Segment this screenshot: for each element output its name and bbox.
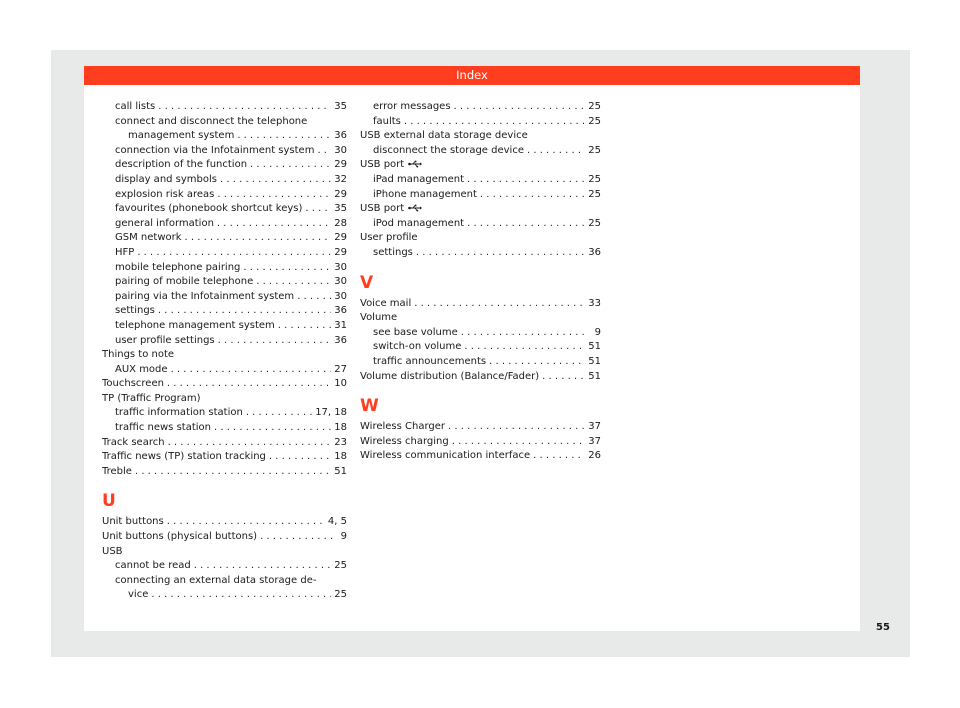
entry-text: Treble [102, 465, 132, 477]
index-entry [102, 188, 347, 203]
entry-text: settings [373, 246, 413, 258]
entry-text: pairing of mobile telephone [115, 276, 254, 288]
dot-leader [158, 304, 331, 319]
index-entry [360, 217, 601, 232]
dot-leader [237, 129, 331, 144]
page-reference: 30 [334, 261, 347, 273]
page-reference: 30 [334, 290, 347, 302]
page-reference: 30 [334, 144, 347, 156]
page-reference: 36 [588, 246, 601, 258]
dot-leader [246, 406, 312, 421]
index-entry [360, 173, 601, 188]
dot-leader [461, 326, 588, 341]
entry-text: switch-on volume [373, 341, 462, 353]
dot-leader [480, 188, 585, 203]
index-entry [102, 465, 347, 480]
index-entry [102, 173, 347, 188]
index-entry [102, 515, 347, 530]
entry-text: telephone management system [115, 319, 275, 331]
entry-text: description of the function [115, 159, 248, 171]
index-entry-heading [360, 202, 601, 217]
index-entry [102, 406, 347, 421]
index-entry [102, 261, 347, 276]
dot-leader [317, 144, 331, 159]
index-entry-heading [102, 392, 347, 407]
index-entry [360, 355, 601, 370]
index-entry [360, 246, 601, 261]
dot-leader [218, 334, 332, 349]
entry-text: Volume [360, 312, 398, 324]
index-entry [360, 420, 601, 435]
entry-text: Traffic news (TP) station tracking [102, 451, 266, 463]
entry-text: connect and disconnect the telephone [115, 115, 308, 127]
page-reference: 30 [334, 276, 347, 288]
page-reference: 36 [334, 334, 347, 346]
dot-leader [168, 436, 332, 451]
index-entry [102, 144, 347, 159]
dot-leader [533, 449, 585, 464]
entry-text: GSM network [115, 232, 182, 244]
dot-leader [260, 530, 334, 545]
usb-icon [408, 204, 422, 212]
entry-text: Wireless Charger [360, 421, 446, 433]
page-reference: 23 [334, 436, 347, 448]
index-entry [360, 449, 601, 464]
entry-text: Voice mail [360, 297, 412, 309]
page-reference: 51 [588, 355, 601, 367]
page-reference: 25 [334, 560, 347, 572]
page-reference: 36 [334, 305, 347, 317]
index-entry-heading [360, 129, 601, 144]
index-entry [360, 326, 601, 341]
index-entry [360, 435, 601, 450]
page-reference: 37 [588, 421, 601, 433]
entry-text: traffic information station [115, 407, 243, 419]
page-reference: 29 [334, 232, 347, 244]
dot-leader [527, 144, 585, 159]
page-reference: 29 [334, 159, 347, 171]
entry-text: favourites (phonebook shortcut keys) [115, 203, 303, 215]
entry-text: iPad management [373, 173, 465, 185]
index-entry [102, 559, 347, 574]
index-entry-heading [360, 158, 601, 173]
index-entry [102, 377, 347, 392]
entry-text: USB [102, 545, 123, 557]
index-column-right [360, 100, 601, 464]
index-entry-heading [360, 231, 601, 246]
page-reference: 18 [334, 451, 347, 463]
page-reference: 51 [588, 341, 601, 353]
dot-leader [167, 377, 331, 392]
dot-leader [185, 231, 332, 246]
dot-leader [454, 100, 586, 115]
index-entry [360, 188, 601, 203]
entry-text: TP (Traffic Program) [102, 392, 201, 404]
entry-text: display and symbols [115, 173, 218, 185]
index-entry [360, 115, 601, 130]
page-reference: 35 [334, 203, 347, 215]
dot-leader [158, 100, 331, 115]
entry-text: USB external data storage device [360, 130, 528, 142]
entry-text: pairing via the Infotainment system [115, 290, 295, 302]
page-reference: 29 [334, 246, 347, 258]
index-column-left [102, 100, 347, 603]
dot-leader [171, 363, 332, 378]
index-entry-heading [102, 115, 347, 130]
index-entry [102, 363, 347, 378]
dot-leader [452, 435, 586, 450]
entry-text: Unit buttons [102, 516, 164, 528]
dot-leader [137, 246, 331, 261]
page-reference: 31 [334, 319, 347, 331]
dot-leader [194, 559, 332, 574]
entry-text: User profile [360, 232, 418, 244]
index-entry [102, 275, 347, 290]
entry-text: mobile telephone pairing [115, 261, 241, 273]
page-reference: 27 [334, 363, 347, 375]
index-entry-heading [360, 311, 601, 326]
page-number: 55 [876, 622, 890, 633]
index-entry [360, 144, 601, 159]
page-reference: 18 [334, 422, 347, 434]
page-reference: 25 [588, 144, 601, 156]
entry-text: Wireless communication interface [360, 450, 531, 462]
dot-leader [404, 115, 585, 130]
index-letter-heading: W [360, 396, 379, 417]
entry-text: iPod management [373, 217, 465, 229]
entry-text: vice [128, 589, 149, 601]
index-entry-heading [102, 574, 347, 589]
dot-leader [467, 173, 585, 188]
index-entry [360, 340, 601, 355]
dot-leader [135, 465, 331, 480]
entry-text: management system [128, 130, 235, 142]
dot-leader [243, 261, 331, 276]
dot-leader [448, 420, 585, 435]
dot-leader [542, 370, 585, 385]
index-entry [102, 304, 347, 319]
index-entry [102, 231, 347, 246]
page-reference: 51 [588, 370, 601, 382]
dot-leader [297, 290, 331, 305]
dot-leader [167, 515, 325, 530]
entry-text: general information [115, 217, 214, 229]
index-entry [102, 530, 347, 545]
index-entry [360, 370, 601, 385]
entry-text: Unit buttons (physical buttons) [102, 531, 258, 543]
dot-leader [214, 421, 331, 436]
dot-leader [269, 450, 331, 465]
dot-leader [489, 355, 585, 370]
entry-text: disconnect the storage device [373, 144, 524, 156]
page-reference: 10 [334, 378, 347, 390]
index-entry [102, 100, 347, 115]
index-entry-heading [102, 348, 347, 363]
page-reference: 33 [588, 297, 601, 309]
index-entry [102, 588, 347, 603]
dot-leader [305, 202, 331, 217]
entry-text: Touchscreen [102, 378, 164, 390]
index-entry [102, 129, 347, 144]
dot-leader [278, 319, 331, 334]
entry-text: error messages [373, 101, 451, 112]
page-reference: 25 [588, 188, 601, 200]
entry-text: iPhone management [373, 188, 477, 200]
entry-text: USB port [360, 203, 405, 215]
index-entry [102, 202, 347, 217]
entry-text: user profile settings [115, 334, 215, 346]
page-reference: 9 [594, 326, 601, 338]
entry-text: traffic news station [115, 422, 211, 434]
usb-icon [408, 160, 422, 168]
dot-leader [250, 158, 331, 173]
page-reference: 29 [334, 188, 347, 200]
page-reference: 17, 18 [315, 407, 347, 419]
entry-text: HFP [115, 246, 135, 258]
index-entry [102, 217, 347, 232]
page-reference: 4, 5 [327, 516, 347, 528]
entry-text: Track search [102, 436, 165, 448]
dot-leader [220, 173, 331, 188]
page-reference: 25 [334, 589, 347, 601]
entry-text: connection via the Infotainment system [115, 144, 315, 156]
index-entry [102, 290, 347, 305]
index-entry [360, 297, 601, 312]
page-reference: 25 [588, 101, 601, 112]
index-letter-heading: U [102, 491, 116, 512]
page-reference: 9 [340, 531, 347, 543]
entry-text: USB port [360, 159, 405, 171]
dot-leader [416, 246, 585, 261]
index-entry [102, 450, 347, 465]
index-entry [102, 421, 347, 436]
entry-text: faults [373, 115, 401, 127]
index-entry [102, 158, 347, 173]
dot-leader [467, 217, 585, 232]
index-entry-heading [102, 545, 347, 560]
page-reference: 26 [588, 450, 601, 462]
dot-leader [151, 588, 331, 603]
page-reference: 25 [588, 217, 601, 229]
entry-text: Things to note [102, 349, 175, 361]
entry-text: connecting an external data storage de- [115, 574, 317, 586]
entry-text: AUX mode [115, 363, 168, 375]
page-reference: 36 [334, 130, 347, 142]
dot-leader [414, 297, 585, 312]
index-entry [360, 100, 601, 115]
index-entry [102, 436, 347, 451]
page-reference: 28 [334, 217, 347, 229]
page-reference: 25 [588, 115, 601, 127]
dot-leader [217, 217, 331, 232]
page-reference: 32 [334, 173, 347, 185]
dot-leader [464, 340, 585, 355]
index-letter-heading: V [360, 272, 374, 293]
page-reference: 51 [334, 465, 347, 477]
entry-text: cannot be read [115, 560, 191, 572]
entry-text: Wireless charging [360, 435, 449, 447]
entry-text: see base volume [373, 326, 458, 338]
page-reference: 25 [588, 173, 601, 185]
index-entry [102, 246, 347, 261]
index-entry [102, 334, 347, 349]
dot-leader [217, 188, 331, 203]
entry-text: explosion risk areas [115, 188, 215, 200]
entry-text: settings [115, 305, 155, 317]
page-reference: 37 [588, 435, 601, 447]
dot-leader [256, 275, 331, 290]
entry-text: Volume distribution (Balance/Fader) [360, 370, 540, 382]
page-reference: 35 [334, 101, 347, 112]
entry-text: traffic announcements [373, 355, 487, 367]
index-header: Index [84, 66, 860, 85]
index-entry [102, 319, 347, 334]
entry-text: call lists [115, 101, 156, 112]
